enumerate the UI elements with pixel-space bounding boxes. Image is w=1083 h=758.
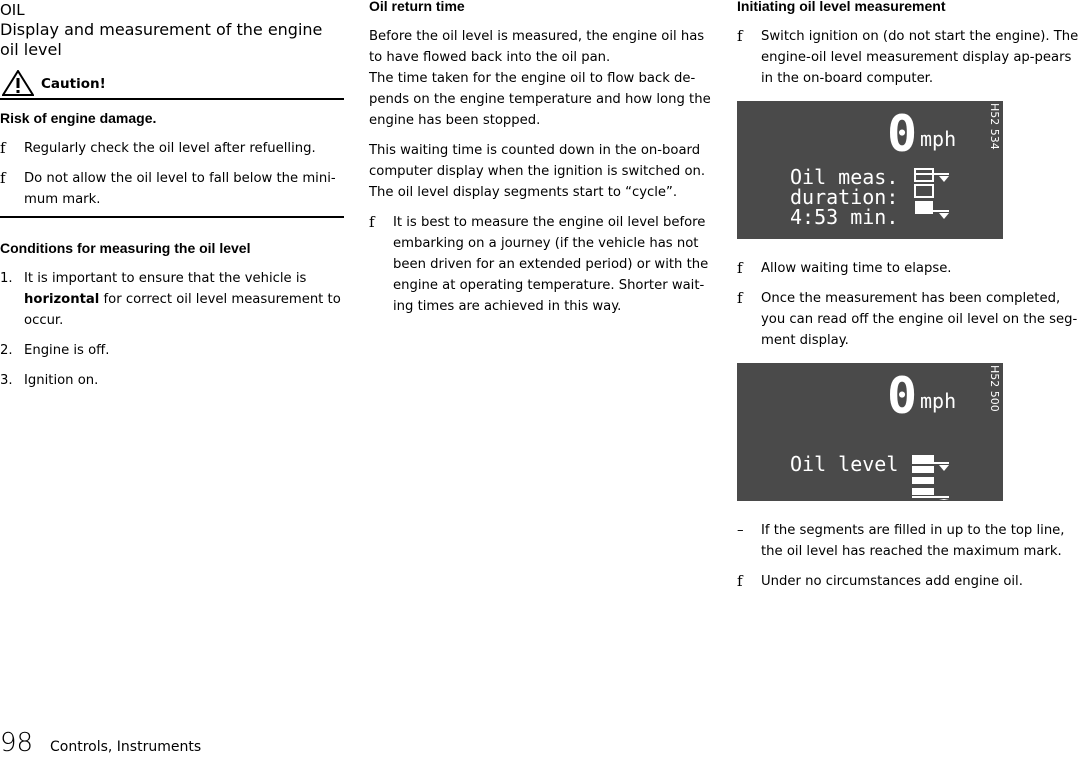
lcd-display-measuring (737, 101, 1003, 239)
bullet-item (737, 258, 1083, 279)
page-footer (0, 728, 300, 758)
step-text: It is important to ensure that the vehicle is (24, 271, 307, 286)
bullet-marker: f (737, 289, 743, 307)
caution-box (0, 68, 344, 100)
bullet-item (0, 168, 344, 210)
lcd-graphic (737, 363, 1003, 501)
lcd-line: duration: (790, 185, 899, 209)
lcd-unit: mph (920, 127, 957, 151)
step-number: 3. (0, 373, 13, 388)
bullet-marker: f (0, 169, 6, 187)
risk-heading: Risk of engine damage. (0, 110, 157, 126)
bullet-text: Regularly check the oil level after refuelling. (24, 141, 316, 156)
bullet-item (737, 571, 1083, 592)
bullet-text: Once the measurement has been completed, you can read off the engine oil level on the seg-ment display. (761, 291, 1078, 348)
lcd-line: Oil level (790, 452, 899, 476)
step-item (0, 268, 344, 331)
bullet-item (737, 288, 1083, 351)
bullet-text: Switch ignition on (do not start the engine). The engine-oil level measurement display ap-pears in the on-board computer. (761, 29, 1079, 86)
step-text: for correct oil level measurement to occur. (24, 292, 341, 328)
page-number: 98 (0, 728, 34, 758)
oil-segment-indicator (912, 455, 949, 500)
lcd-display-oil-level (737, 363, 1003, 501)
step-number: 2. (0, 343, 13, 358)
bullet-marker: f (737, 572, 743, 590)
paragraph: Before the oil level is measured, the engine oil has to have flowed back into the oil pan. (369, 29, 705, 65)
step-text: Ignition on. (24, 373, 99, 388)
bullet-marker: f (737, 259, 743, 277)
paragraph: This waiting time is counted down in the on-board computer display when the ignition is switched on. The oil level display segments start to “cycle”. (369, 143, 706, 200)
initiating-heading: Initiating oil level measurement (737, 0, 946, 14)
page-section: Controls, Instruments (50, 739, 202, 755)
paragraph: The time taken for the engine oil to flow back de-pends on the engine temperature and how long the engine has been stopped. (369, 71, 711, 128)
oil-return-heading: Oil return time (369, 0, 465, 14)
lcd-speed: 0 (887, 105, 918, 163)
section-code: OIL (0, 1, 25, 19)
step-emphasis: horizontal (24, 292, 100, 307)
bullet-marker: f (0, 139, 6, 157)
bullet-text: It is best to measure the engine oil level before embarking on a journey (if the vehicle has not been driven for an extended period) or with the engine at operating temperature. Shorter wait-ing times are achieved in this way. (393, 215, 709, 314)
right-column (737, 0, 1083, 592)
middle-column (369, 0, 713, 317)
bullet-text: Under no circumstances add engine oil. (761, 574, 1023, 589)
bullet-item (0, 138, 344, 159)
lcd-speed: 0 (887, 367, 918, 425)
dash-text: If the segments are filled in up to the top line, the oil level has reached the maximum mark. (761, 523, 1065, 559)
dash-marker: – (737, 523, 744, 538)
figure-code: H52 500 (988, 365, 1001, 412)
conditions-heading: Conditions for measuring the oil level (0, 240, 251, 256)
caution-label: Caution! (41, 76, 106, 92)
figure-code: H52 534 (988, 103, 1001, 150)
bullet-text: Do not allow the oil level to fall below the mini-mum mark. (24, 171, 336, 207)
step-item (0, 370, 344, 391)
bullet-marker: f (737, 27, 743, 45)
bullet-item (737, 26, 1083, 89)
left-column (0, 0, 344, 391)
dash-item (737, 520, 1083, 562)
section-title: Display and measurement of the engine oil level (0, 20, 323, 59)
bullet-marker: f (369, 213, 375, 231)
oil-segment-indicator (915, 169, 949, 219)
lcd-graphic (737, 101, 1003, 239)
lcd-line: 4:53 min. (790, 205, 899, 229)
bullet-item (369, 212, 713, 317)
lcd-line: Oil meas. (790, 165, 899, 189)
lcd-unit: mph (920, 389, 957, 413)
bullet-text: Allow waiting time to elapse. (761, 261, 952, 276)
step-text: Engine is off. (24, 343, 110, 358)
step-item (0, 340, 344, 361)
divider (0, 216, 344, 218)
warning-triangle-icon (2, 70, 34, 96)
step-number: 1. (0, 271, 13, 286)
